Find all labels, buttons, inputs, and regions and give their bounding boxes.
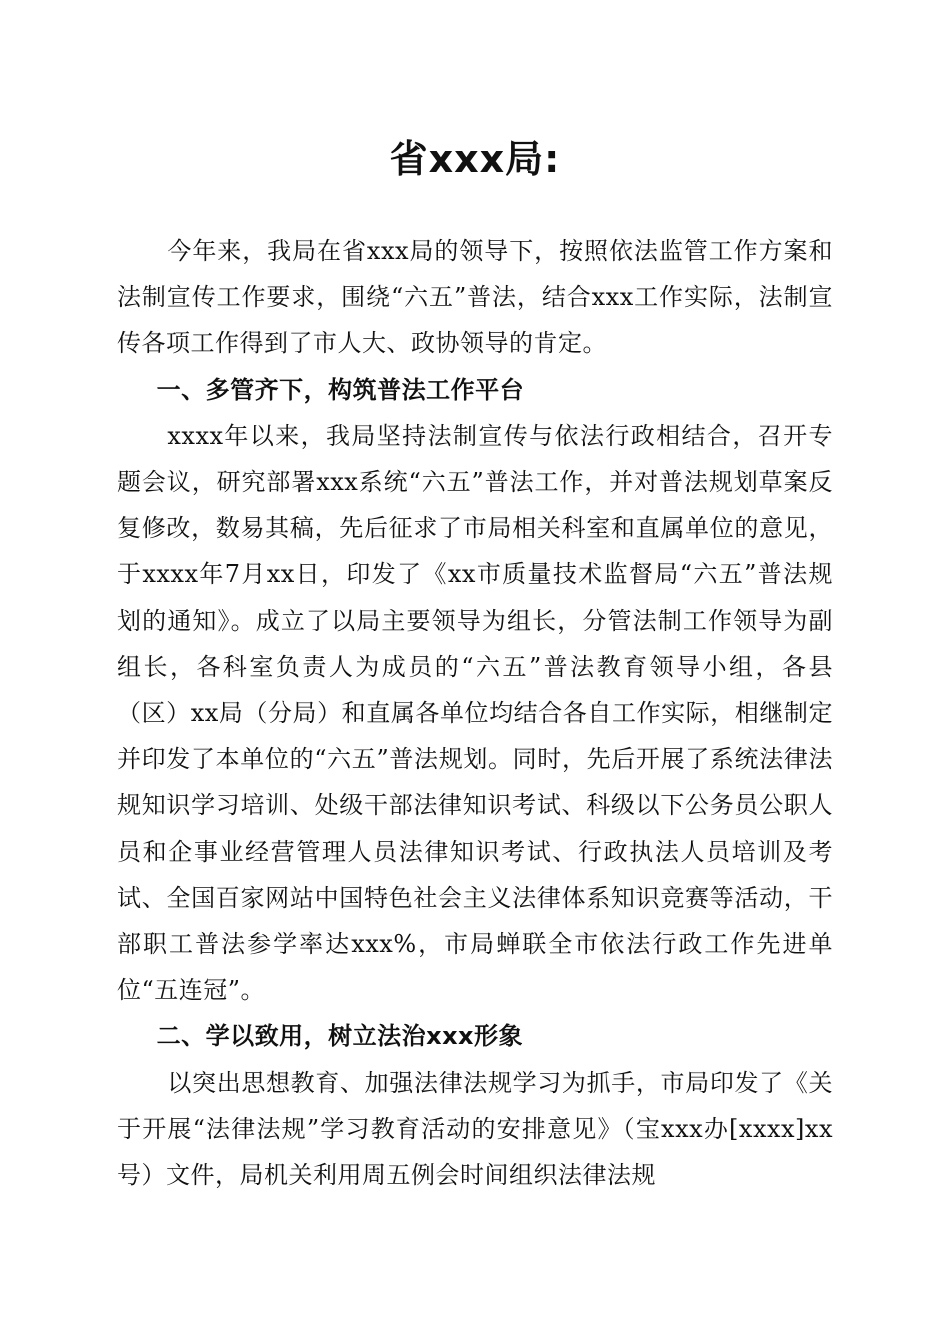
section-2-paragraph: 以突出思想教育、加强法律法规学习为抓手，市局印发了《关于开展“法律法规”学习教育活动的安排意见》（宝xxx办[xxxx]xx号）文件，局机关利用周五例会时间组织法律法规 <box>117 1068 833 1190</box>
intro-paragraph: 今年来，我局在省xxx局的领导下，按照依法监管工作方案和法制宣传工作要求，围绕“六五”普法，结合xxx工作实际，法制宣传各项工作得到了市人大、政协领导的肯定。 <box>117 237 833 358</box>
document-title: 省xxx局: <box>389 137 561 181</box>
section-1-heading: 一、多管齐下，构筑普法工作平台 <box>156 375 525 404</box>
section-1-paragraph: xxxx年以来，我局坚持法制宣传与依法行政相结合，召开专题会议，研究部署xxx系统“六五”普法工作，并对普法规划草案反复修改，数易其稿，先后征求了市局相关科室和直属单位的意见，于xxxx年7月xx日，印发了《xx市质量技术监督局“六五”普法规划的通知》。成立了以局主要领导为组长，分管法制工作领导为副组长，各科室负责人为成员的“六五”普法教育领导小组，各县（区）xx局（分局）和直属各单位均结合各自工作实际，相继制定并印发了本单位的“六五”普法规划。同时，先后开展了系统法律法规知识学习培训、处级干部法律知识考试、科级以下公务员公职人员和企事业经营管理人员法律知识考试、行政执法人员培训及考试、全国百家网站中国特色社会主义法律体系知识竞赛等活动，干部职工普法参学率达xxx%，市局蝉联全市依法行政工作先进单位“五连冠”。 <box>117 421 833 1005</box>
document-body <box>117 228 833 1198</box>
section-2-heading: 二、学以致用，树立法治xxx形象 <box>156 1022 524 1051</box>
